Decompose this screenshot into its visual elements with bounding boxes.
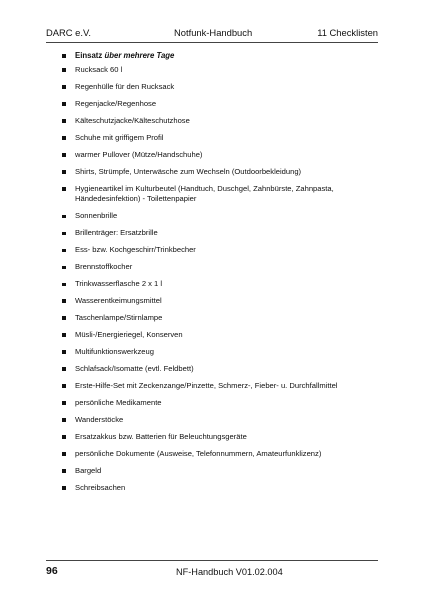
section-heading-italic: über mehrere Tage <box>104 51 175 60</box>
checklist-item <box>62 133 382 143</box>
checklist-item <box>62 449 382 459</box>
checklist-item <box>62 364 382 374</box>
checklist-item-text: Rucksack 60 l <box>75 65 123 74</box>
checklist-item <box>62 99 382 109</box>
checklist-item <box>62 167 382 177</box>
checklist-item <box>62 296 382 306</box>
checklist-item <box>62 116 382 126</box>
bullet-icon <box>62 401 66 405</box>
footer-divider <box>46 560 378 561</box>
checklist-item-text: Brillenträger: Ersatzbrille <box>75 228 158 238</box>
bullet-icon <box>62 102 66 106</box>
checklist-item-text: Schuhe mit griffigem Profil <box>75 132 164 142</box>
checklist-item <box>62 262 382 272</box>
checklist-item-text: Kälteschutzjacke/Kälteschutzhose <box>75 115 190 125</box>
checklist-item <box>62 184 382 205</box>
checklist-item-text: Wanderstöcke <box>75 414 124 424</box>
checklist-item-text: Multifunktionswerkzeug <box>75 347 154 357</box>
bullet-icon <box>62 384 66 388</box>
bullet-icon <box>62 283 66 287</box>
header-chapter: 11 Checklisten <box>317 27 378 38</box>
bullet-icon <box>62 486 66 490</box>
bullet-icon <box>62 170 66 174</box>
checklist-item-text: Taschenlampe/Stirnlampe <box>75 313 163 323</box>
checklist-item <box>62 330 382 340</box>
bullet-icon <box>62 232 66 236</box>
checklist-item-text: Müsli-/Energieriegel, Konserven <box>75 330 183 340</box>
bullet-icon <box>62 469 66 473</box>
checklist-item-text: warmer Pullover (Mütze/Handschuhe) <box>75 149 203 159</box>
bullet-icon <box>62 435 66 439</box>
checklist-item <box>62 211 382 221</box>
checklist-item-text: Trinkwasserflasche 2 x 1 l <box>75 279 163 289</box>
header-title: Notfunk-Handbuch <box>174 27 253 38</box>
checklist-item <box>62 82 382 92</box>
checklist-item-text: Händedesinfektion) - Toilettenpapier <box>75 194 197 204</box>
bullet-icon <box>62 136 66 140</box>
checklist-item <box>62 381 382 391</box>
bullet-icon <box>62 316 66 320</box>
checklist-item <box>62 483 382 493</box>
section-heading-text <box>75 51 174 61</box>
checklist-item-text: Regenhülle für den Rucksack <box>75 81 175 91</box>
checklist-item <box>62 228 382 238</box>
checklist-item-text: Bargeld <box>75 465 102 475</box>
checklist-item <box>62 466 382 476</box>
checklist-item-text: persönliche Medikamente <box>75 398 162 407</box>
checklist-item-text: Ess- bzw. Kochgeschirr/Trinkbecher <box>75 245 196 255</box>
checklist-item <box>62 313 382 323</box>
bullet-icon <box>62 68 66 72</box>
checklist-item-text: Sonnenbrille <box>75 211 118 221</box>
checklist-item <box>62 150 382 160</box>
page-number: 96 <box>46 565 58 577</box>
checklist-item-text: Regenjacke/Regenhose <box>75 98 157 108</box>
checklist-item-text: Wasserentkeimungsmittel <box>75 296 162 306</box>
bullet-icon <box>62 187 66 191</box>
checklist-item-text: Ersatzakkus bzw. Batterien für Beleuchtungsgeräte <box>75 431 247 441</box>
checklist-item <box>62 432 382 442</box>
checklist-item-text: Hygieneartikel im Kulturbeutel (Handtuch, Duschgel, Zahnbürste, Zahnpasta, <box>75 183 334 193</box>
checklist-item-text: Schlafsack/Isomatte (evtl. Feldbett) <box>75 364 194 374</box>
bullet-icon <box>62 249 66 253</box>
bullet-icon <box>62 333 66 337</box>
bullet-icon <box>62 452 66 456</box>
bullet-icon <box>62 350 66 354</box>
bullet-icon <box>62 215 66 219</box>
checklist-item <box>62 398 382 408</box>
page-header <box>46 26 378 40</box>
checklist-item <box>62 279 382 289</box>
bullet-icon <box>62 367 66 371</box>
bullet-icon <box>62 418 66 422</box>
checklist-item <box>62 65 382 75</box>
footer-version: NF-Handbuch V01.02.004 <box>176 567 283 577</box>
checklist <box>62 65 382 500</box>
bullet-icon <box>62 266 66 270</box>
checklist-item <box>62 347 382 357</box>
bullet-icon <box>62 85 66 89</box>
checklist-item <box>62 415 382 425</box>
bullet-icon <box>62 119 66 123</box>
header-divider <box>46 42 378 43</box>
checklist-item-text: Brennstoffkocher <box>75 262 133 272</box>
bullet-icon <box>62 299 66 303</box>
checklist-item-text: Erste-Hilfe-Set mit Zeckenzange/Pinzette, Schmerz-, Fieber- u. Durchfallmittel <box>75 381 338 391</box>
bullet-icon <box>62 54 66 58</box>
bullet-icon <box>62 153 66 157</box>
header-organization: DARC e.V. <box>46 27 91 38</box>
checklist-item-text: persönliche Dokumente (Ausweise, Telefonnummern, Amateurfunklizenz) <box>75 448 322 458</box>
checklist-item-text: Shirts, Strümpfe, Unterwäsche zum Wechseln (Outdoorbekleidung) <box>75 166 302 176</box>
checklist-item <box>62 245 382 255</box>
section-heading-plain: Einsatz <box>75 51 105 60</box>
checklist-item-text: Schreibsachen <box>75 482 126 492</box>
